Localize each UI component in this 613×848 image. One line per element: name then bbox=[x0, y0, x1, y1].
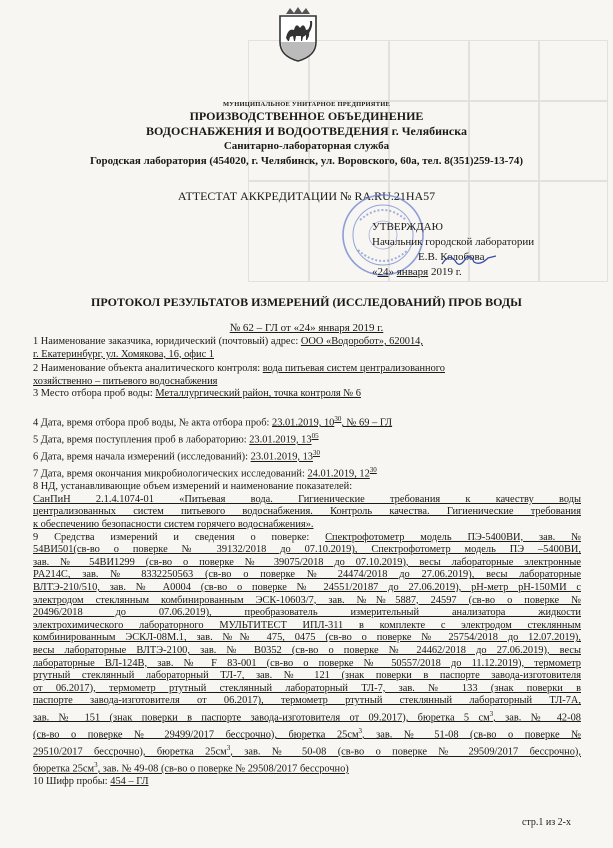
service-name: Санитарно-лабораторная служба bbox=[223, 140, 390, 152]
item-9-line12: ртутный стеклянный лабораторный ТЛ-7, зав. № 121 (знак поверки в паспорте завода-изготовителя bbox=[33, 670, 581, 682]
item-6: 6 Дата, время начала измерений (исследований): 23.01.2019, $13^{30}$ bbox=[33, 449, 320, 463]
item-9-line6: электродом стеклянным комбинированным ЭСК-10603/7, зав. №№5887, 24597 (св-во о поверке № bbox=[33, 594, 581, 606]
item-2: 2 Наименование объекта аналитического контроля: вода питьевая систем централизованного bbox=[33, 363, 446, 375]
item-9-line3: зав. № 54ВИ1299 (св-во о поверке № 39075/2018 до 07.10.2019), весы лабораторные электронные bbox=[33, 556, 581, 568]
item-3: 3 Место отбора проб воды: Металлургический район, точка контроля № 6 bbox=[33, 388, 361, 400]
item-2-cont: хозяйственно – питьевого водоснабжения bbox=[33, 375, 218, 387]
item-9-line17: 29510/2017 бессрочно), бюретка $25см^3$, зав. № 50-08 (св-во о поверке № 29509/2017 бессрочно), bbox=[33, 744, 581, 758]
item-9-line8: электрохимического лабораторного МУЛЬТИТЕСТ ИПЛ-311 в комплекте с электродом стеклянным bbox=[33, 619, 581, 631]
item-1: 1 Наименование заказчика, юридический (почтовый) адрес: ООО «Водоробот», 620014, bbox=[33, 336, 423, 347]
item-9-line11: лабораторные ВЛ-124В, зав. № F 83-001 (св-во о поверке № 50557/2018 до 11.12.2019), термометр bbox=[33, 657, 581, 669]
item-7: 7 Дата, время окончания микробиологических исследований: 24.01.2019, $12^{30}$ bbox=[33, 466, 377, 480]
item-9-line15: зав. № 151 (знак поверки в паспорте завода-изготовителя от 09.2017), бюретка 5 $см^3$, зав. № 42-08 bbox=[33, 709, 581, 724]
item-9-line13: от 06.2017), термометр ртутный стеклянный лабораторный ТЛ-7, зав. № 133 (знак поверки в bbox=[33, 682, 581, 694]
item-8-line2: централизованных систем питьевого водоснабжения. Контроль качества. Гигиенические требования bbox=[33, 506, 581, 518]
approver-name: Е.В. Колобова bbox=[418, 251, 485, 263]
approval-date: «24» января 2019 г. bbox=[372, 266, 462, 278]
item-4: 4 Дата, время отбора проб воды, № акта отбора проб: 23.01.2019, $10^{30}$, № 69 – ГЛ bbox=[33, 414, 393, 429]
item-9-line10: весы лабораторные ВЛТЭ-2100, зав. № В0352 (св-во о поверке № 24462/2018 до 27.06.2019), весы bbox=[33, 644, 581, 656]
protocol-number: № 62 – ГЛ от «24» января 2019 г. bbox=[229, 322, 384, 334]
item-8: 8 НД, устанавливающие объем измерений и наименование показателей: bbox=[33, 481, 353, 493]
item-5: 5 Дата, время поступления проб в лабораторию: 23.01.2019, $13^{05}$ bbox=[33, 432, 319, 446]
org-name-line1: ПРОИЗВОДСТВЕННОЕ ОБЪЕДИНЕНИЕ bbox=[189, 109, 424, 123]
approver-position: Начальник городской лаборатории bbox=[372, 236, 535, 248]
item-9-line5: ВЛТЭ-210/510, зав. № А0004 (св-во о поверке № 24551/20187 до 27.06.2019), pH-метр pH-150МИ с bbox=[33, 581, 581, 593]
item-1-cont: г. Екатеринбург, ул. Хомякова, 16, офис 1 bbox=[33, 348, 214, 360]
accreditation-certificate: АТТЕСТАТ АККРЕДИТАЦИИ № RA.RU.21НА57 bbox=[177, 189, 436, 203]
item-9-line16: (св-во о поверке № 29499/2017 бессрочно), бюретка $25см^3$, зав. № 51-08 (св-во о поверке № bbox=[33, 726, 581, 741]
item-10: 10 Шифр пробы: 454 – ГЛ bbox=[33, 776, 149, 788]
approved-label: УТВЕРЖДАЮ bbox=[372, 221, 443, 233]
item-9-line4: PA214C, зав. № 8332250563 (св-во о поверке № 24474/2018 до 27.06.2019), весы лабораторные bbox=[33, 569, 581, 581]
lab-address: Городская лаборатория (454020, г. Челябинск, ул. Воровского, 60а, тел. 8(351)259-13-74) bbox=[89, 155, 524, 167]
item-8-line1: СанПиН 2.1.4.1074-01 «Питьевая вода. Гигиенические требования к качеству воды bbox=[33, 493, 581, 505]
item-9-line2: 54ВИ501(св-во о поверке № 39132/2018 до 07.10.2019), Спектрофотометр модель ПЭ –5400ВИ, bbox=[33, 544, 581, 556]
org-type: МУНИЦИПАЛЬНОЕ УНИТАРНОЕ ПРЕДПРИЯТИЕ bbox=[222, 101, 391, 108]
item-9-line14: паспорте завода-изготовителя от 06.2017), термометр ртутный стеклянный лабораторный ТЛ-7А, bbox=[33, 695, 581, 707]
page-number: стр.1 из 2-х bbox=[521, 817, 571, 828]
item-8-line3: к обеспечению безопасности систем горячего водоснабжения». bbox=[33, 519, 314, 530]
protocol-body bbox=[33, 336, 581, 789]
item-9-line18: бюретка $25см^3$, зав. № 49-08 (св-во о поверке № 29508/2017 бессрочно) bbox=[33, 761, 349, 775]
city-coat-of-arms-icon bbox=[276, 6, 320, 62]
item-9-line7: 20496/2018 до 07.06.2019), преобразователь измерительный анализатора жидкости bbox=[33, 607, 581, 619]
protocol-title: ПРОТОКОЛ РЕЗУЛЬТАТОВ ИЗМЕРЕНИЙ (ИССЛЕДОВАНИЙ) ПРОБ ВОДЫ bbox=[91, 295, 522, 309]
item-9-line9: комбинированным ЭСКЛ-08М.1, зав. №№ 475, 0475 (св-во о поверке № 25754/2018 до 12.07.2019), bbox=[33, 632, 581, 644]
org-name-line2: ВОДОСНАБЖЕНИЯ И ВОДООТВЕДЕНИЯ г. Челябинска bbox=[146, 124, 467, 138]
item-9-line1: 9 Средства измерений и сведения о поверке: Спектрофотометр модель ПЭ-5400ВИ, зав. № bbox=[33, 531, 581, 543]
